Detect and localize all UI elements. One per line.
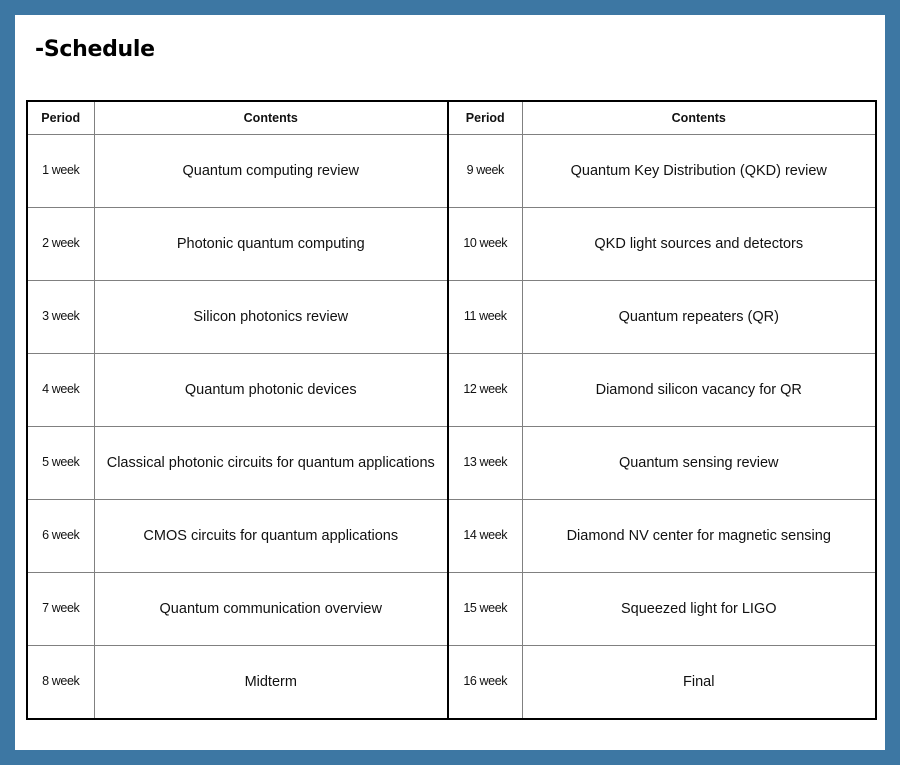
table-row <box>27 427 876 500</box>
period-cell: 2 week <box>27 208 94 281</box>
table-row <box>27 208 876 281</box>
contents-cell: Quantum sensing review <box>522 427 876 500</box>
table-row <box>27 646 876 720</box>
table-row <box>27 500 876 573</box>
table-row <box>27 135 876 208</box>
table-row <box>27 573 876 646</box>
contents-cell: Quantum repeaters (QR) <box>522 281 876 354</box>
header-contents-right: Contents <box>522 101 876 135</box>
table-header-row <box>27 101 876 135</box>
header-period-right: Period <box>448 101 522 135</box>
contents-cell: CMOS circuits for quantum applications <box>94 500 448 573</box>
contents-cell: QKD light sources and detectors <box>522 208 876 281</box>
contents-cell: Classical photonic circuits for quantum applications <box>94 427 448 500</box>
period-cell: 6 week <box>27 500 94 573</box>
period-cell: 1 week <box>27 135 94 208</box>
contents-cell: Quantum communication overview <box>94 573 448 646</box>
contents-cell: Diamond NV center for magnetic sensing <box>522 500 876 573</box>
period-cell: 14 week <box>448 500 522 573</box>
period-cell: 5 week <box>27 427 94 500</box>
contents-cell: Quantum computing review <box>94 135 448 208</box>
table-row <box>27 354 876 427</box>
period-cell: 9 week <box>448 135 522 208</box>
period-cell: 10 week <box>448 208 522 281</box>
header-period-left: Period <box>27 101 94 135</box>
table-row <box>27 281 876 354</box>
period-cell: 7 week <box>27 573 94 646</box>
contents-cell: Photonic quantum computing <box>94 208 448 281</box>
header-contents-left: Contents <box>94 101 448 135</box>
period-cell: 8 week <box>27 646 94 720</box>
schedule-table <box>26 100 877 720</box>
contents-cell: Diamond silicon vacancy for QR <box>522 354 876 427</box>
period-cell: 16 week <box>448 646 522 720</box>
period-cell: 15 week <box>448 573 522 646</box>
contents-cell: Quantum photonic devices <box>94 354 448 427</box>
contents-cell: Final <box>522 646 876 720</box>
contents-cell: Squeezed light for LIGO <box>522 573 876 646</box>
contents-cell: Quantum Key Distribution (QKD) review <box>522 135 876 208</box>
period-cell: 12 week <box>448 354 522 427</box>
period-cell: 3 week <box>27 281 94 354</box>
period-cell: 4 week <box>27 354 94 427</box>
period-cell: 11 week <box>448 281 522 354</box>
page-title: -Schedule <box>35 37 155 62</box>
period-cell: 13 week <box>448 427 522 500</box>
contents-cell: Silicon photonics review <box>94 281 448 354</box>
slide-panel <box>15 15 885 750</box>
contents-cell: Midterm <box>94 646 448 720</box>
